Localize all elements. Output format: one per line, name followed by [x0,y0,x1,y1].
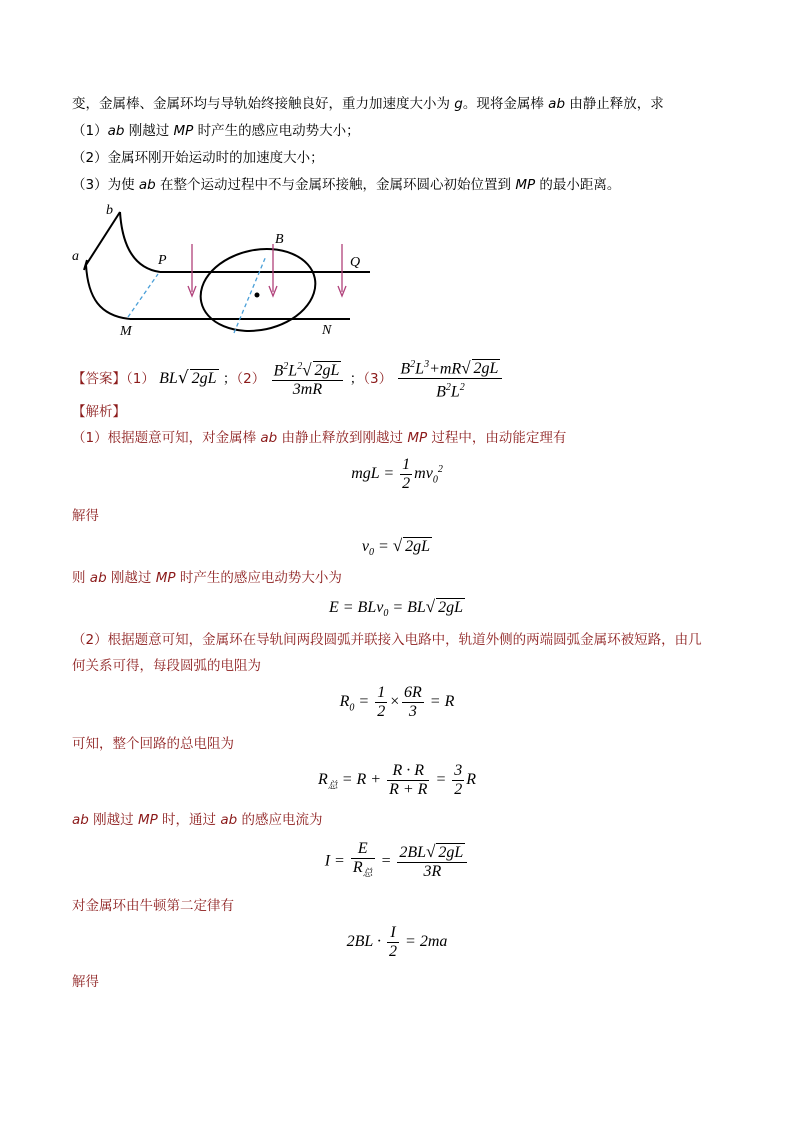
var-g: g [454,96,463,112]
equation-newton: 2BL · $\frac{I}{2}$ = 2ma [346,924,448,960]
text: 时产生的感应电动势大小； [193,123,360,139]
answer-part-2: （2） [236,370,266,387]
sqrt-sign: √ [177,367,189,388]
var-mp: MP [173,123,194,139]
label-P: P [158,253,167,268]
analysis-step-total-resistance: 可知，整个回路的总电阻为 [72,736,234,752]
label-a: a [72,249,79,264]
equation-R0: $R_0$ = $\frac{1}{2}$ × $\frac{6R}{3}$ = R [339,684,455,720]
text: 。现将金属棒 [462,96,549,112]
analysis-step-2a: （2）根据题意可知，金属环在导轨间两段圆弧并联接入电路中，轨道外侧的两端圆弧金属环被短路，由几 [72,632,702,648]
question-number: （3） [72,177,108,193]
question-3 [72,175,620,195]
solve-label-2: 解得 [72,974,99,990]
separator: ； [349,370,364,387]
question-number: （1） [72,123,108,139]
var-mp: MP [515,177,536,193]
var-ab: ab [548,96,566,112]
equation-v0: $v_0$ = √ 2gL [361,536,431,559]
field-arrow-3 [338,244,346,296]
label-B: B [275,232,284,247]
label-b: b [106,203,113,218]
text: 金属环刚开始运动时的加速度大小； [107,150,324,166]
var-ab: ab [107,123,125,139]
text: 由静止释放，求 [565,96,664,112]
answer-label: 【答案】 [72,370,126,387]
question-number: （2） [72,150,108,166]
label-Q: Q [350,255,361,270]
text: 刚越过 [124,123,174,139]
curved-rail-lower [86,265,130,319]
physics-figure [60,198,390,343]
answer-part-1: （1） [126,370,155,387]
solve-label-1: 解得 [72,508,99,524]
text: 变，金属棒、金属环均与导轨始终接触良好，重力加速度大小为 [72,96,455,112]
var-ab: ab [138,177,156,193]
ring-center [255,293,260,298]
text: 为使 [107,177,139,193]
equation-current: I = $\frac{E}{R_总}$ = $\frac{2BL√ 2gL}{3R}$ [0,840,794,883]
question-2 [72,148,324,168]
problem-line-1 [72,94,664,114]
answer-1-term: BL [159,369,178,387]
analysis-step-current: ab 刚越过 MP 时，通过 ab 的感应电流为 [72,812,323,828]
analysis-step-1: （1）根据题意可知，对金属棒 ab 由静止释放到刚越过 MP 过程中，由动能定理有 [72,430,567,446]
answer-line [72,356,504,402]
answer-3-fraction: $\frac{B^2L^3+mR√ 2gL}{B^2L^2}$ [398,356,502,402]
question-1 [72,121,360,141]
dashed-MP [128,274,158,317]
text: 在整个运动过程中不与金属环接触，金属环圆心初始位置到 [155,177,516,193]
metal-ring [193,239,323,341]
curved-rail-upper [120,212,160,272]
text: 的最小距离。 [535,177,621,193]
analysis-step-emf: 则 ab 刚越过 MP 时产生的感应电动势大小为 [72,570,342,586]
label-N: N [322,323,332,338]
answer-2-fraction: $\frac{B^2L^2√ 2gL}{3mR}$ [272,358,344,399]
equation-R-total: $R_总 = R$ + $\frac{R \cdot R}{R + R}$ = $\frac{3}{2}$ R [317,762,477,798]
field-arrow-1 [188,244,196,296]
equation-energy: mgL = $\frac{1}{2}$ $mv_0^2$ [351,456,443,492]
answer-1-radicand: 2gL [191,369,217,387]
analysis-label: 【解析】 [72,404,126,420]
equation-emf: E = BLv$_0$ = BL√ 2gL [328,597,464,620]
dashed-ring-diameter [234,256,266,333]
separator: ； [222,370,237,387]
analysis-step-newton: 对金属环由牛顿第二定律有 [72,898,234,914]
label-M: M [120,324,132,339]
field-arrow-2 [269,244,277,296]
rod-ab [86,212,120,265]
answer-part-3: （3） [363,370,393,387]
analysis-step-2b: 何关系可得，每段圆弧的电阻为 [72,658,261,674]
